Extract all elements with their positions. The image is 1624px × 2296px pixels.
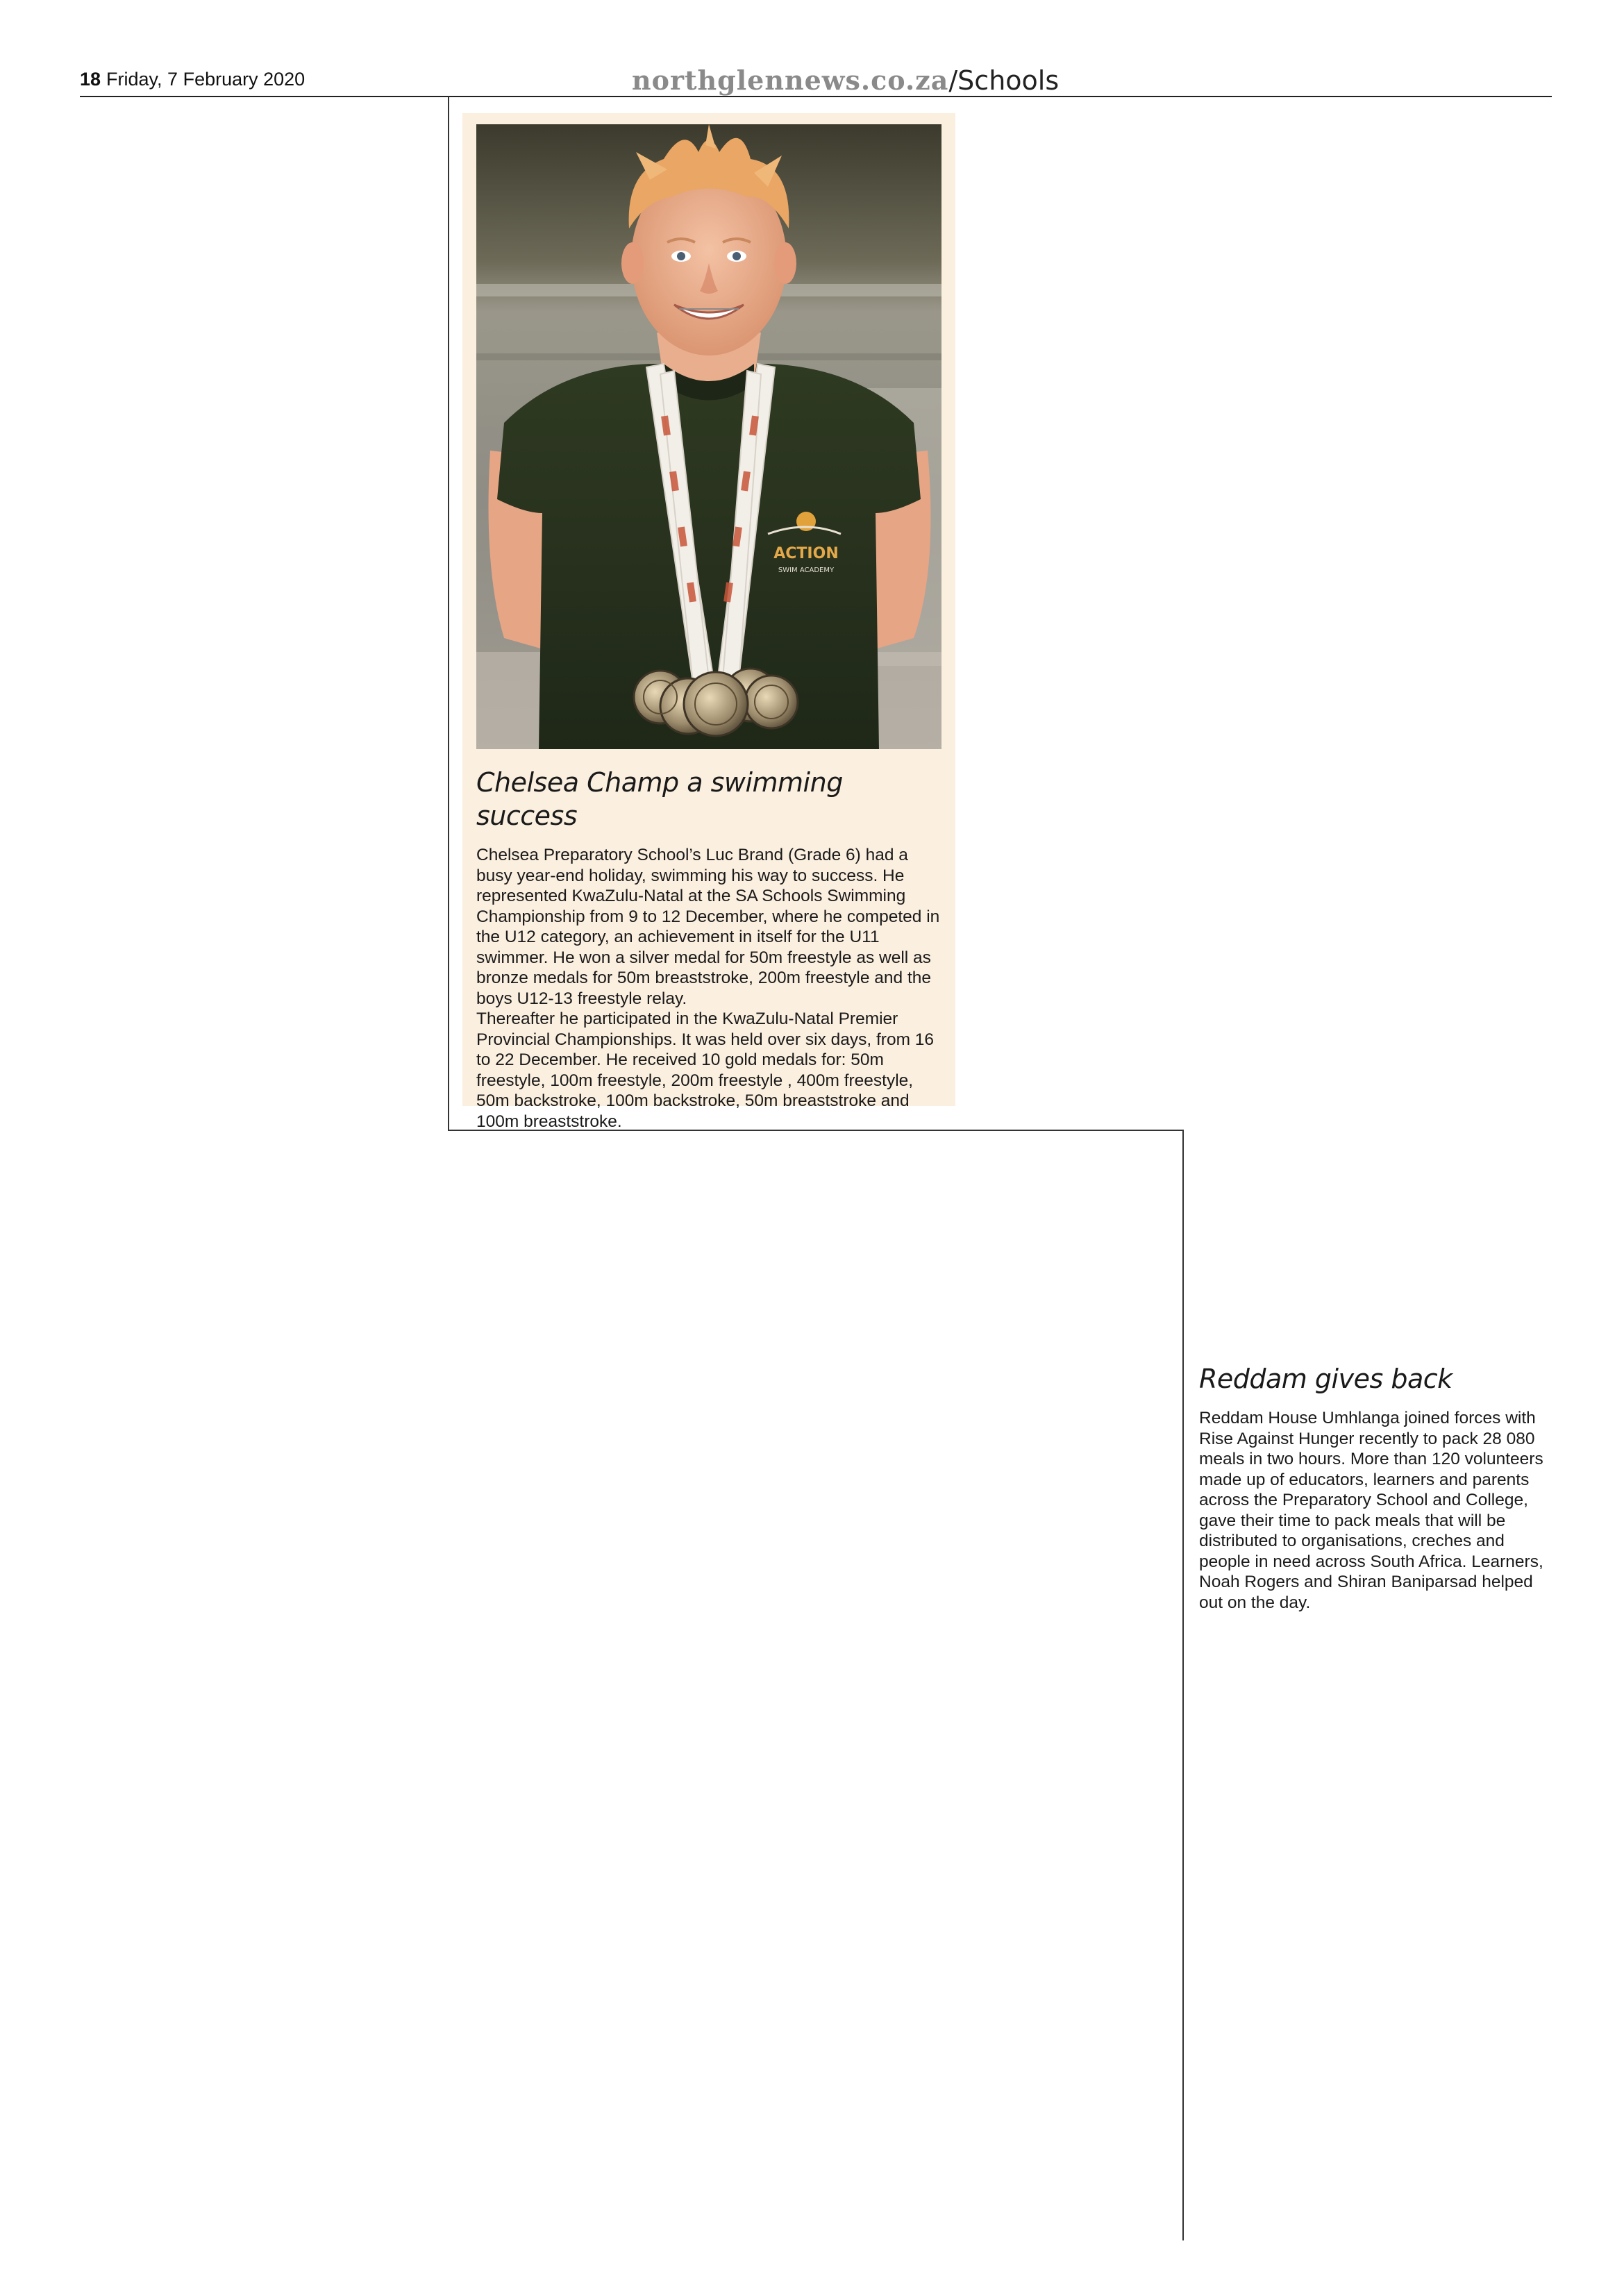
chelsea-paragraph: Thereafter he participated in the KwaZulu-Natal Premier Provincial Championships. It was held over six days, from 16 to 22 December. He received 10 gold medals for: 50m freestyle, 100m freestyle, 200m freestyle , 400m freestyle, 50m backstroke, 100m backstroke, 50m breaststroke and 100m breaststroke.: [476, 1009, 935, 1131]
swimmer-with-medals-photo: [476, 124, 941, 749]
reddam-paragraph: Reddam House Umhlanga joined forces with Rise Against Hunger recently to pack 28 080 meals in two hours. More than 120 volunteers made up of educators, learners and parents across the Preparatory School and College, gave their time to pack meals that will be distributed to organisations, creches and people in need across South Africa. Learners, Noah Rogers and Shiran Baniparsad helped out on the day.: [1199, 1409, 1543, 1612]
chelsea-paragraph: Chelsea Preparatory School’s Luc Brand (Grade 6) had a busy year-end holiday, swimming his way to success. He represented KwaZulu-Natal at the SA Schools Swimming Championship from 9 to 12 December, where he competed in the U12 category, an achievement in itself for the U11 swimmer. He won a silver medal for 50m freestyle as well as bronze medals for 50m breaststroke, 200m freestyle and the boys U12-13 freestyle relay.: [476, 846, 940, 1008]
issue-date: Friday, 7 February 2020: [106, 69, 305, 90]
column-rule-right: [1182, 1130, 1184, 2240]
chelsea-story-box: [462, 113, 955, 1131]
site-name: northglennews.co.za: [632, 65, 949, 96]
header-rule: [80, 96, 1552, 97]
page-folio: [80, 69, 305, 90]
reddam-story: [1199, 1362, 1546, 1613]
logo-text-top: ACTION: [773, 545, 839, 562]
chelsea-story-title: Chelsea Champ a swimming success: [476, 767, 843, 831]
reddam-story-title: Reddam gives back: [1199, 1364, 1453, 1394]
page-header: [80, 61, 1552, 96]
page-number: 18: [80, 69, 101, 90]
column-rule-left: [448, 97, 449, 1130]
section-name: /Schools: [948, 65, 1060, 96]
masthead: [632, 65, 1059, 94]
reddam-story-body: [1199, 1408, 1546, 1613]
chelsea-story-body: [476, 845, 941, 1132]
logo-text-bottom: SWIM ACADEMY: [778, 567, 835, 574]
